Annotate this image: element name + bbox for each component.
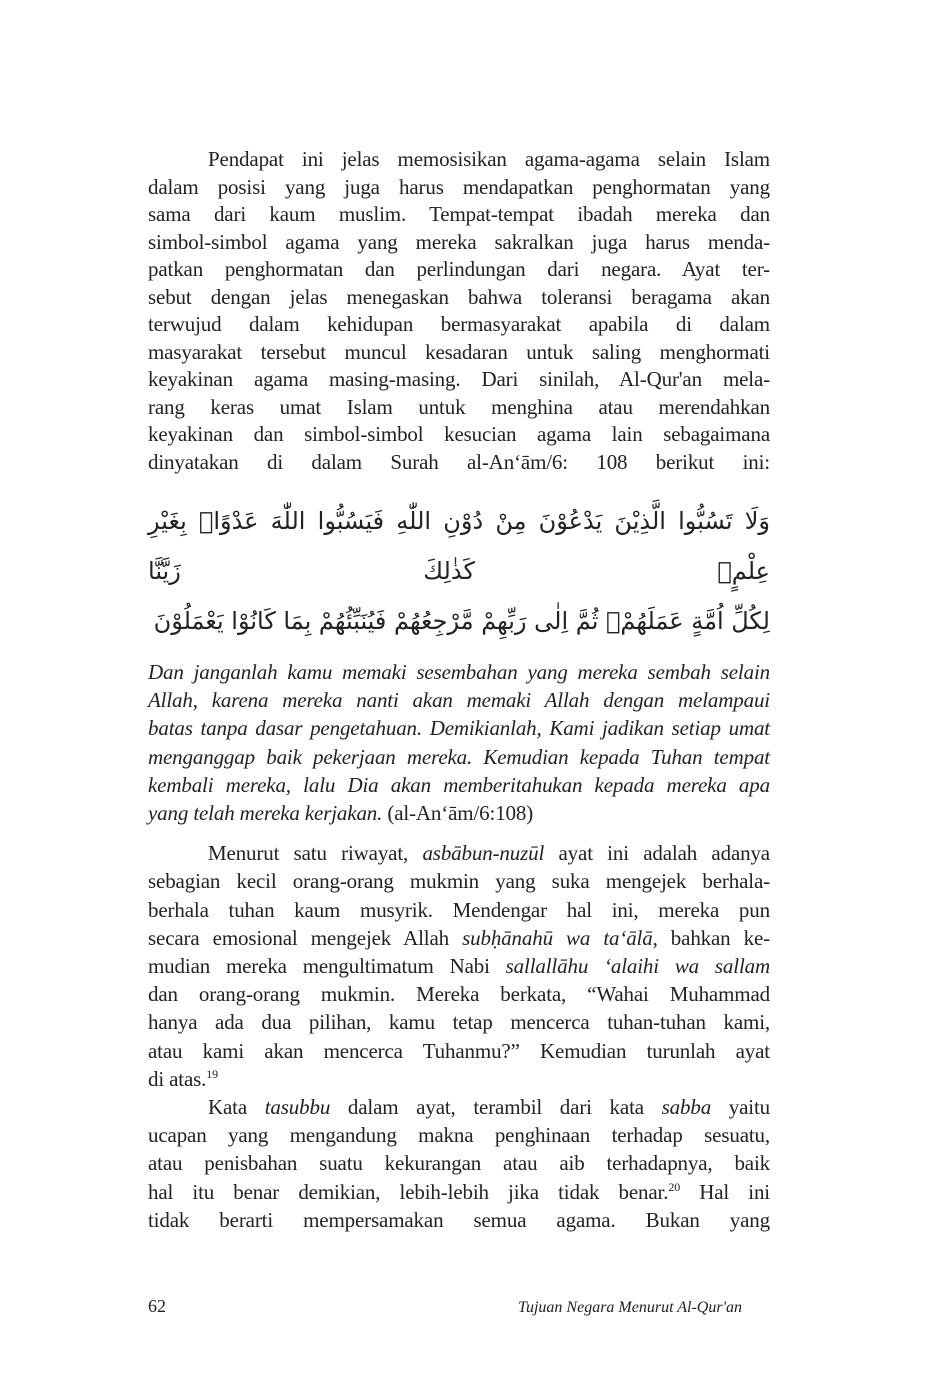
text-segment: sebagian kecil orang-orang mukmin yang suka mengejek berhala- — [148, 869, 770, 894]
text-segment: di atas. — [148, 1066, 207, 1091]
text-segment: dalam posisi yang juga harus mendapatkan penghormatan yang — [148, 174, 770, 199]
text-line — [148, 394, 770, 422]
text-line — [148, 174, 770, 202]
text-line — [148, 771, 770, 799]
text-segment: dalam ayat, terambil dari kata — [330, 1095, 662, 1120]
footnote-ref: 19 — [206, 1066, 218, 1081]
italic-text: Dan janganlah kamu memaki sesembahan yang mereka sembah selain — [148, 660, 770, 684]
paragraph-1 — [148, 146, 770, 476]
text-line — [148, 366, 770, 394]
text-segment: yaitu — [711, 1095, 770, 1120]
text-segment: ayat ini adalah adanya — [544, 841, 770, 866]
text-segment: sama dari kaum muslim. Tempat-tempat ibadah mereka dan — [148, 202, 770, 226]
text-segment: mudian mereka mengultimatum Nabi — [148, 954, 506, 979]
paragraph-2 — [148, 839, 770, 1093]
text-segment: simbol-simbol agama yang mereka sakralkan juga harus menda- — [148, 229, 770, 254]
italic-text: batas tanpa dasar pengetahuan. Demikianlah, Kami jadikan setiap umat — [148, 716, 770, 741]
text-line — [148, 1121, 770, 1149]
text-segment: dan orang-orang mukmin. Mereka berkata, “Wahai Muhammad — [148, 982, 770, 1007]
text-line — [148, 449, 770, 477]
page-footer — [148, 1296, 742, 1317]
arabic-verse — [148, 496, 770, 646]
page-body — [148, 0, 770, 1357]
italic-text: asbābun-nuzūl — [422, 841, 545, 866]
text-line — [148, 421, 770, 449]
text-line — [148, 658, 770, 686]
arabic-line: لِكُلِّ اُمَّةٍ عَمَلَهُمْۖ ثُمَّ اِلٰى رَبِّهِمْ مَّرْجِعُهُمْ فَيُنَبِّئُهُمْ بِمَا كَانُوْا يَعْمَلُوْنَ — [153, 607, 770, 635]
text-line — [148, 1093, 770, 1121]
text-segment: ucapan yang mengandung makna penghinaan terhadap sesuatu, — [148, 1123, 770, 1148]
text-line — [148, 743, 770, 771]
text-segment: patkan penghormatan dan perlindungan dari negara. Ayat ter- — [148, 257, 770, 281]
italic-text: kembali mereka, lalu Dia akan memberitahukan kepada mereka apa — [148, 772, 770, 797]
verse-translation — [148, 658, 770, 827]
text-segment: masyarakat tersebut muncul kesadaran untuk saling menghormati — [148, 339, 770, 364]
text-segment: hal itu benar demikian, lebih-lebih jika tidak benar. — [148, 1179, 669, 1204]
text-line — [148, 339, 770, 367]
italic-text: sallallāhu ‘alaihi wa sallam — [505, 954, 770, 979]
text-segment: keyakinan agama masing-masing. Dari sinilah, Al-Qur'an mela- — [148, 367, 770, 391]
text-line — [148, 839, 770, 867]
text-line — [148, 229, 770, 257]
text-line — [148, 1206, 770, 1234]
text-segment: keyakinan dan simbol-simbol kesucian agama lain sebagaimana — [148, 422, 770, 446]
text-segment: tidak berarti mempersamakan semua agama. Bukan yang — [148, 1207, 770, 1232]
paragraph-3 — [148, 1093, 770, 1234]
italic-text: sabba — [661, 1095, 712, 1120]
running-title: Tujuan Negara Menurut Al-Qur'an — [517, 1299, 742, 1317]
text-segment: hanya ada dua pilihan, kamu tetap mencerca tuhan-tuhan kami, — [148, 1010, 770, 1035]
text-line — [148, 867, 770, 895]
text-segment: sebut dengan jelas menegaskan bahwa toleransi beragama akan — [148, 284, 770, 309]
text-segment: atau kami akan mencerca Tuhanmu?” Kemudian turunlah ayat — [148, 1038, 770, 1063]
text-line — [148, 952, 770, 980]
footnote-ref: 20 — [668, 1179, 681, 1194]
italic-text: menganggap baik pekerjaan mereka. Kemudian kepada Tuhan tempat — [148, 744, 770, 769]
text-line — [148, 1008, 770, 1036]
italic-text: subḥānahū wa ta‘ālā — [462, 925, 653, 950]
page-number: 62 — [148, 1296, 166, 1317]
text-segment: terwujud dalam kehidupan bermasyarakat apabila di dalam — [148, 312, 770, 336]
text-segment: rang keras umat Islam untuk menghina atau merendahkan — [148, 394, 770, 419]
text-segment: Pendapat ini jelas memosisikan agama-agama selain Islam — [208, 147, 770, 171]
text-line — [148, 284, 770, 312]
text-segment: , bahkan ke- — [652, 925, 770, 950]
text-line — [148, 146, 770, 174]
text-line — [148, 799, 770, 827]
text-line — [148, 924, 770, 952]
text-segment: Hal ini — [680, 1179, 770, 1204]
text-line — [148, 1149, 770, 1177]
text-line — [148, 686, 770, 714]
text-segment: Kata — [208, 1095, 265, 1120]
text-line — [148, 201, 770, 229]
italic-text: Allah, karena mereka nanti akan memaki Allah dengan melampaui — [148, 688, 770, 713]
arabic-line: وَلَا تَسُبُّوا الَّذِيْنَ يَدْعُوْنَ مِنْ دُوْنِ اللّٰهِ فَيَسُبُّوا اللّٰهَ عَدْوًاۢ بِغَيْرِ عِلْمٍۗ كَذٰلِكَ زَيَّنَّا — [148, 507, 770, 585]
text-segment: berhala tuhan kaum musyrik. Mendengar hal ini, mereka pun — [148, 897, 770, 922]
text-segment: dinyatakan di dalam Surah al-An‘ām/6: 108 berikut ini: — [148, 449, 770, 474]
text-line — [148, 896, 770, 924]
text-line — [148, 980, 770, 1008]
text-line — [148, 714, 770, 742]
text-line — [148, 256, 770, 284]
text-line — [148, 1037, 770, 1065]
text-segment: atau penisbahan suatu kekurangan atau aib terhadapnya, baik — [148, 1151, 770, 1176]
italic-text: yang telah mereka kerjakan. — [148, 801, 383, 826]
text-line — [148, 311, 770, 339]
text-line — [148, 1065, 770, 1093]
text-segment: secara emosional mengejek Allah — [148, 925, 463, 950]
italic-text: tasubbu — [264, 1095, 331, 1120]
text-line — [148, 1178, 770, 1206]
text-segment: Menurut satu riwayat, — [208, 841, 423, 866]
text-segment: (al-An‘ām/6:108) — [382, 801, 534, 826]
